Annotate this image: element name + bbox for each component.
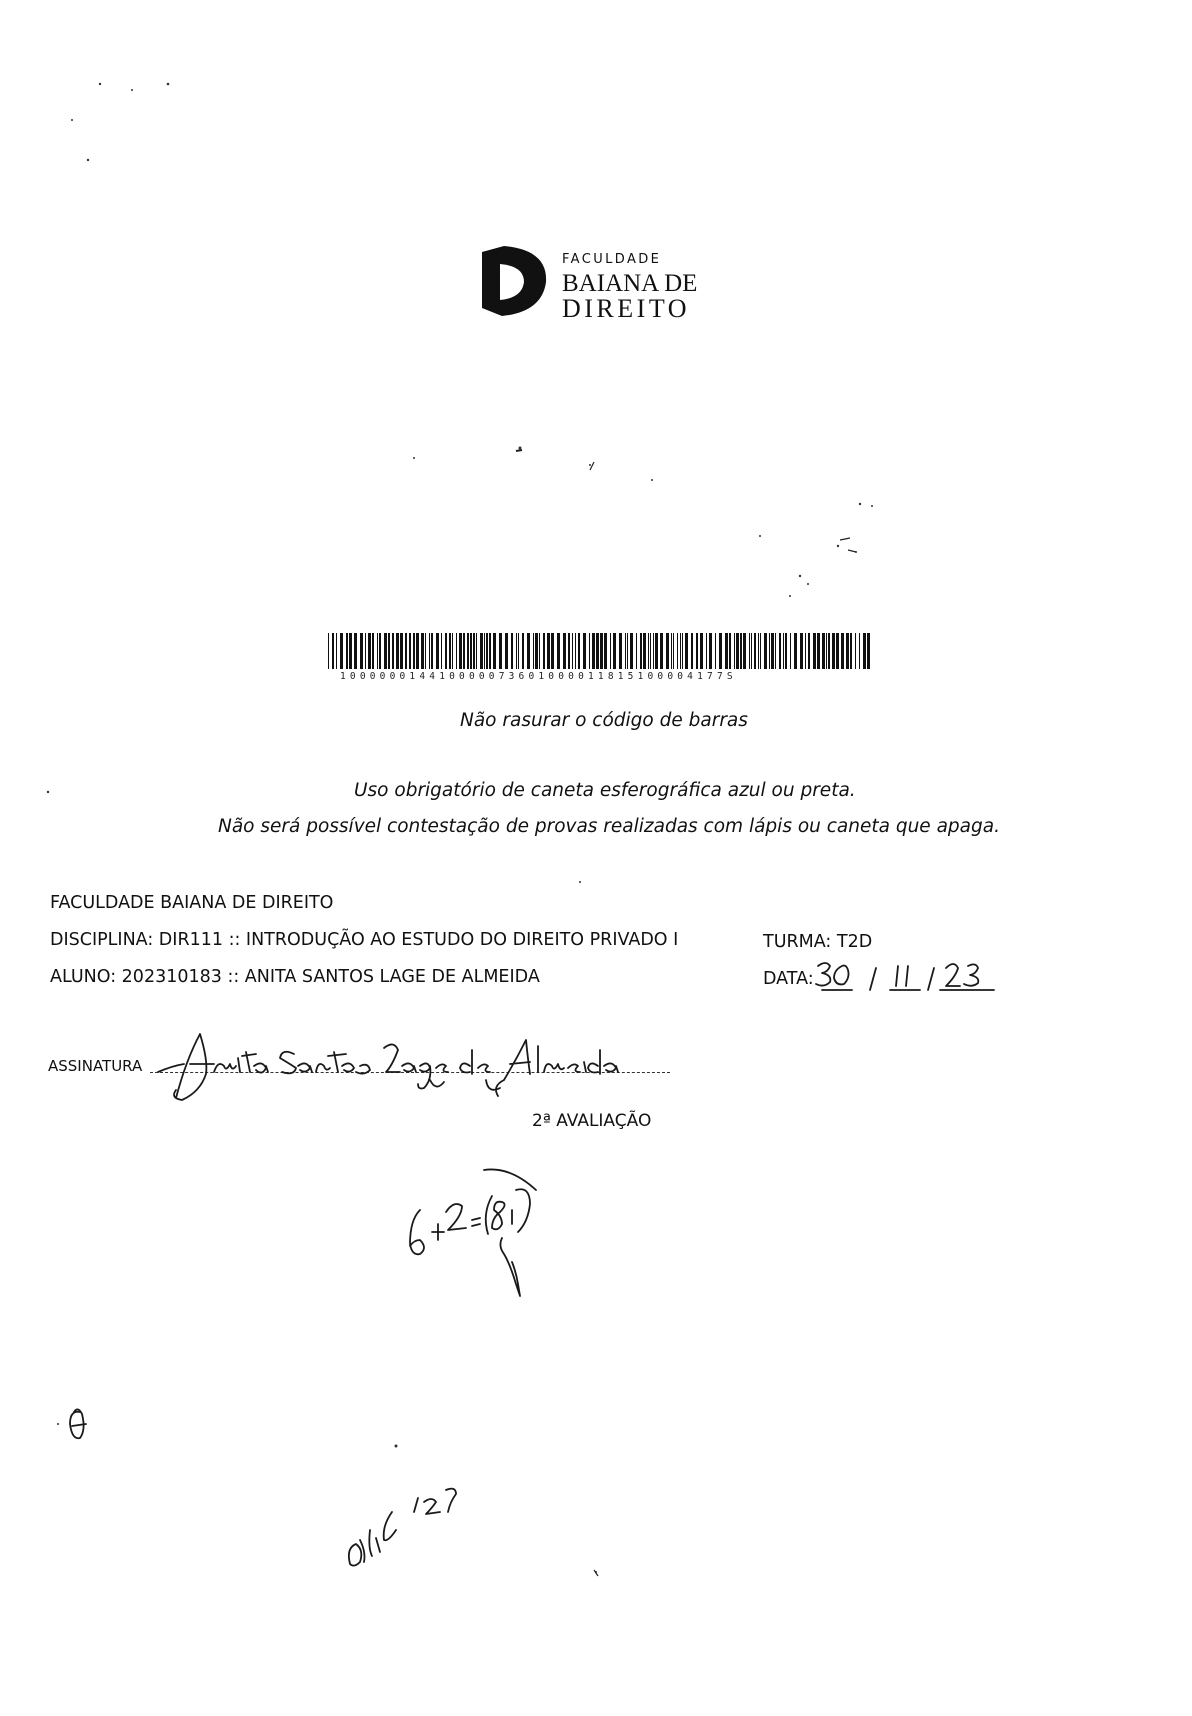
- barcode-bar: [463, 633, 465, 669]
- barcode-bar: [740, 633, 742, 669]
- barcode-bar: [760, 633, 761, 669]
- barcode-bar: [719, 633, 722, 669]
- barcode-bar: [480, 633, 483, 669]
- barcode-bar: [805, 633, 806, 669]
- barcode-bar: [625, 633, 626, 669]
- barcode-bar: [640, 633, 642, 669]
- barcode-bar: [867, 633, 870, 669]
- barcode-bar: [736, 633, 739, 669]
- barcode: [328, 633, 874, 669]
- barcode-bar: [533, 633, 534, 669]
- barcode-bar: [771, 633, 774, 669]
- barcode-bar: [409, 633, 411, 669]
- barcode-bar: [863, 633, 866, 669]
- barcode-bar: [822, 633, 825, 669]
- barcode-bar: [516, 633, 517, 669]
- barcode-bar: [372, 633, 374, 669]
- barcode-bar: [610, 633, 611, 669]
- barcode-bar: [400, 633, 403, 669]
- barcode-bar: [467, 633, 469, 669]
- barcode-bar: [604, 633, 607, 669]
- barcode-bar: [648, 633, 649, 669]
- barcode-bar: [700, 633, 703, 669]
- barcode-bar: [680, 633, 681, 669]
- barcode-bar: [539, 633, 540, 669]
- barcode-bar: [578, 633, 580, 669]
- barcode-bar: [484, 633, 485, 669]
- barcode-bar: [592, 633, 595, 669]
- barcode-bar: [826, 633, 827, 669]
- barcode-bar: [749, 633, 750, 669]
- barcode-bar: [682, 633, 683, 669]
- no-contest-note: Não será possível contestação de provas realizadas com lápis ou caneta que apaga.: [218, 816, 1000, 837]
- barcode-bar: [568, 633, 570, 669]
- barcode-bar: [696, 633, 698, 669]
- barcode-bar: [596, 633, 599, 669]
- barcode-bar: [673, 633, 674, 669]
- barcode-digits: 100000014410000073601000011815100004177S: [340, 671, 737, 682]
- barcode-bar: [459, 633, 462, 669]
- barcode-bar: [572, 633, 573, 669]
- barcode-bar: [808, 633, 810, 669]
- barcode-bar: [751, 633, 752, 669]
- barcode-bar: [754, 633, 756, 669]
- barcode-bar: [346, 633, 348, 669]
- barcode-bar: [828, 633, 830, 669]
- barcode-bar: [547, 633, 550, 669]
- signature-line: [150, 1072, 670, 1073]
- barcode-bar: [715, 633, 716, 669]
- barcode-bar: [846, 633, 849, 669]
- barcode-bar: [489, 633, 491, 669]
- barcode-bar: [563, 633, 566, 669]
- barcode-bar: [779, 633, 781, 669]
- barcode-bar: [758, 633, 759, 669]
- barcode-bar: [441, 633, 442, 669]
- barcode-bar: [817, 633, 820, 669]
- barcode-bar: [691, 633, 693, 669]
- barcode-bar: [505, 633, 508, 669]
- barcode-bar: [336, 633, 337, 669]
- evaluation-label: 2ª AVALIAÇÃO: [532, 1111, 652, 1131]
- barcode-bar: [392, 633, 394, 669]
- logo-d-mark: [478, 244, 548, 316]
- barcode-bar: [473, 633, 475, 669]
- barcode-bar: [775, 633, 776, 669]
- barcode-bar: [600, 633, 603, 669]
- barcode-bar: [841, 633, 844, 669]
- barcode-bar: [527, 633, 530, 669]
- pen-required-note: Uso obrigatório de caneta esferográfica azul ou preta.: [354, 780, 856, 801]
- barcode-bar: [800, 633, 803, 669]
- barcode-bar: [813, 633, 816, 669]
- barcode-bar: [384, 633, 387, 669]
- barcode-bar: [794, 633, 797, 669]
- barcode-bar: [332, 633, 334, 669]
- barcode-bar: [449, 633, 451, 669]
- barcode-bar: [855, 633, 856, 669]
- barcode-bar: [619, 633, 622, 669]
- barcode-bar: [643, 633, 646, 669]
- student-line: ALUNO: 202310183 :: ANITA SANTOS LAGE DE ALMEIDA: [50, 967, 540, 987]
- barcode-bar: [388, 633, 390, 669]
- barcode-bar: [413, 633, 415, 669]
- barcode-bar: [557, 633, 560, 669]
- barcode-bar: [685, 633, 688, 669]
- barcode-bar: [535, 633, 538, 669]
- signature-label: ASSINATURA: [48, 1057, 143, 1075]
- barcode-bar: [734, 633, 735, 669]
- barcode-bar: [743, 633, 746, 669]
- barcode-bar: [499, 633, 502, 669]
- barcode-bar: [328, 633, 329, 669]
- barcode-bar: [729, 633, 731, 669]
- barcode-bar: [650, 633, 651, 669]
- barcode-bar: [677, 633, 678, 669]
- barcode-bar: [709, 633, 712, 669]
- barcode-bar: [360, 633, 363, 669]
- barcode-bar: [431, 633, 433, 669]
- barcode-bar: [836, 633, 839, 669]
- barcode-bar: [416, 633, 419, 669]
- barcode-bar: [543, 633, 545, 669]
- barcode-bar: [349, 633, 352, 669]
- barcode-bar: [368, 633, 371, 669]
- barcode-bar: [660, 633, 663, 669]
- logo-line-1: BAIANA DE: [562, 270, 698, 297]
- barcode-bar: [627, 633, 628, 669]
- barcode-bar: [445, 633, 447, 669]
- barcode-bar: [764, 633, 767, 669]
- barcode-bar: [769, 633, 770, 669]
- barcode-bar: [396, 633, 399, 669]
- barcode-bar: [832, 633, 835, 669]
- barcode-bar: [522, 633, 524, 669]
- turma-line: TURMA: T2D: [763, 932, 873, 952]
- barcode-bar: [452, 633, 453, 669]
- barcode-bar: [365, 633, 366, 669]
- barcode-bar: [518, 633, 519, 669]
- barcode-bar: [613, 633, 616, 669]
- barcode-bar: [655, 633, 658, 669]
- barcode-bar: [436, 633, 439, 669]
- barcode-bar: [790, 633, 791, 669]
- barcode-bar: [456, 633, 457, 669]
- institution-name: FACULDADE BAIANA DE DIREITO: [50, 893, 334, 913]
- faculdade-baiana-logo: [478, 240, 740, 324]
- barcode-bar: [706, 633, 707, 669]
- barcode-bar: [630, 633, 633, 669]
- barcode-bar: [636, 633, 637, 669]
- barcode-bar: [354, 633, 357, 669]
- barcode-bar: [421, 633, 424, 669]
- barcode-bar: [377, 633, 378, 669]
- barcode-bar: [470, 633, 472, 669]
- barcode-bar: [486, 633, 488, 669]
- logo-line-2: DIREITO: [562, 294, 691, 323]
- barcode-bar: [493, 633, 496, 669]
- barcode-bar: [589, 633, 590, 669]
- barcode-bar: [783, 633, 784, 669]
- logo-small-text: FACULDADE: [562, 252, 662, 267]
- barcode-warning: Não rasurar o código de barras: [460, 710, 748, 731]
- barcode-bar: [551, 633, 554, 669]
- barcode-bar: [850, 633, 852, 669]
- barcode-bar: [666, 633, 669, 669]
- barcode-bar: [405, 633, 407, 669]
- barcode-bar: [511, 633, 513, 669]
- barcode-bar: [859, 633, 860, 669]
- barcode-bar: [379, 633, 381, 669]
- barcode-bar: [476, 633, 477, 669]
- date-label: DATA:: [763, 969, 814, 989]
- discipline-line: DISCIPLINA: DIR111 :: INTRODUÇÃO AO ESTUDO DO DIREITO PRIVADO I: [50, 930, 679, 950]
- barcode-bar: [583, 633, 586, 669]
- barcode-bar: [671, 633, 672, 669]
- barcode-bar: [653, 633, 654, 669]
- barcode-bar: [425, 633, 426, 669]
- barcode-bar: [429, 633, 430, 669]
- barcode-bar: [725, 633, 728, 669]
- barcode-bar: [575, 633, 576, 669]
- barcode-bar: [340, 633, 343, 669]
- barcode-bar: [785, 633, 787, 669]
